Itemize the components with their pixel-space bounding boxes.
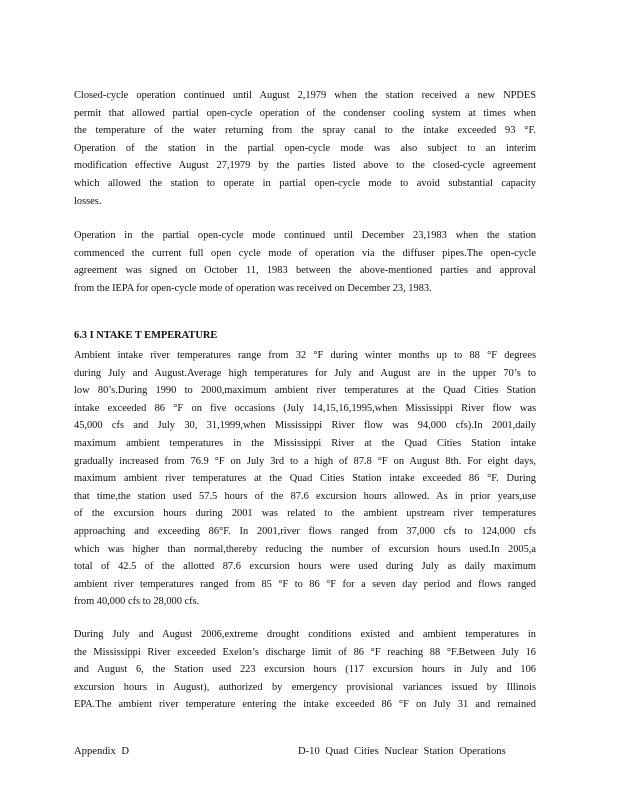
text-line: ambient river temperatures ranged from 85 °F to 86 °F for a seven day period and flows ranged (74, 578, 536, 590)
text-line: gradually increased from 76.9 °F on July 3rd to a high of 87.8 °F on August 8th. For eight days, (74, 455, 536, 467)
text-line: 45,000 cfs and July 30, 31,1999,when Mississippi River flow was 94,000 cfs).In 2001,daily (74, 420, 536, 432)
text-line: commenced the current full open cycle mode of operation via the diffuser pipes.The open-cycle (74, 247, 536, 259)
section-heading-intake-temperature: 6.3 I NTAKE T EMPERATURE (74, 330, 218, 341)
text-line: low 80’s.During 1990 to 2000,maximum ambient river temperatures at the Quad Cities Station (74, 385, 536, 397)
text-line: modification effective August 27,1979 by the parties listed above to the closed-cycle agreement (74, 160, 536, 172)
text-line: which allowed the station to operate in partial open-cycle mode to avoid substantial capacity (74, 177, 536, 189)
text-line: excursion hours in August), authorized by emergency provisional variances issued by Illinois (74, 681, 536, 693)
text-line: the Mississippi River exceeded Exelon’s discharge limit of 86 °F reaching 88 °F.Between July 16 (74, 646, 536, 658)
paragraph-2006-drought (74, 626, 536, 714)
text-line: which was higher than normal,thereby reducing the number of excursion hours used.In 2005,a (74, 543, 536, 555)
text-line: from the IEPA for open-cycle mode of operation was received on December 23, 1983. (74, 282, 432, 294)
text-line: total of 42.5 of the allotted 87.6 excursion hours were used during July as daily maximum (74, 561, 536, 573)
paragraph-open-cycle-operation (74, 227, 536, 297)
paragraph-closed-cycle-operation (74, 87, 536, 210)
text-line: maximum ambient river temperatures at the Quad Cities Station intake exceeded 86 °F. During (74, 473, 536, 485)
footer-page-title: D-10 Quad Cities Nuclear Station Operations (298, 746, 506, 757)
text-line: EPA.The ambient river temperature entering the intake exceeded 86 °F on July 31 and remained (74, 699, 536, 711)
text-line: Ambient intake river temperatures range from 32 °F during winter months up to 88 °F degrees (74, 350, 536, 361)
text-line: of the excursion hours during 2001 was related to the ambient upstream river temperatures (74, 508, 536, 520)
text-line: losses. (74, 195, 102, 207)
footer-appendix-label: Appendix D (74, 746, 130, 757)
text-line: the temperature of the water returning from the spray canal to the intake exceeded 93 °F. (74, 125, 536, 137)
text-line: During July and August 2006,extreme drought conditions existed and ambient temperatures in (74, 629, 536, 640)
text-line: Operation of the station in the partial open-cycle mode was also subject to an interim (74, 142, 536, 154)
text-line: maximum ambient temperatures in the Mississippi River at the Quad Cities Station intake (74, 437, 536, 449)
text-line: Closed-cycle operation continued until August 2,1979 when the station received a new NPDES (74, 90, 536, 101)
paragraph-ambient-intake-temperatures (74, 347, 536, 611)
text-line: agreement was signed on October 11, 1983 between the above-mentioned parties and approval (74, 265, 536, 277)
text-line: during July and August.Average high temperatures for July and August are in the upper 70’s to (74, 367, 536, 379)
text-line: and August 6, the Station used 223 excursion hours (117 excursion hours in July and 106 (74, 664, 536, 676)
text-line: approaching and exceeding 86°F. In 2001,river flows ranged from 37,000 cfs to 124,000 cfs (74, 525, 536, 537)
text-line: Operation in the partial open-cycle mode continued until December 23,1983 when the station (74, 230, 536, 241)
text-line: that time,the station used 57.5 hours of the 87.6 excursion hours allowed. As in prior years,use (74, 490, 536, 502)
text-line: intake exceeded 86 °F on five occasions (July 14,15,16,1995,when Mississippi River flow was (74, 402, 536, 414)
text-line: from 40,000 cfs to 28,000 cfs. (74, 596, 200, 608)
text-line: permit that allowed partial open-cycle operation of the condenser cooling system at times when (74, 107, 536, 119)
